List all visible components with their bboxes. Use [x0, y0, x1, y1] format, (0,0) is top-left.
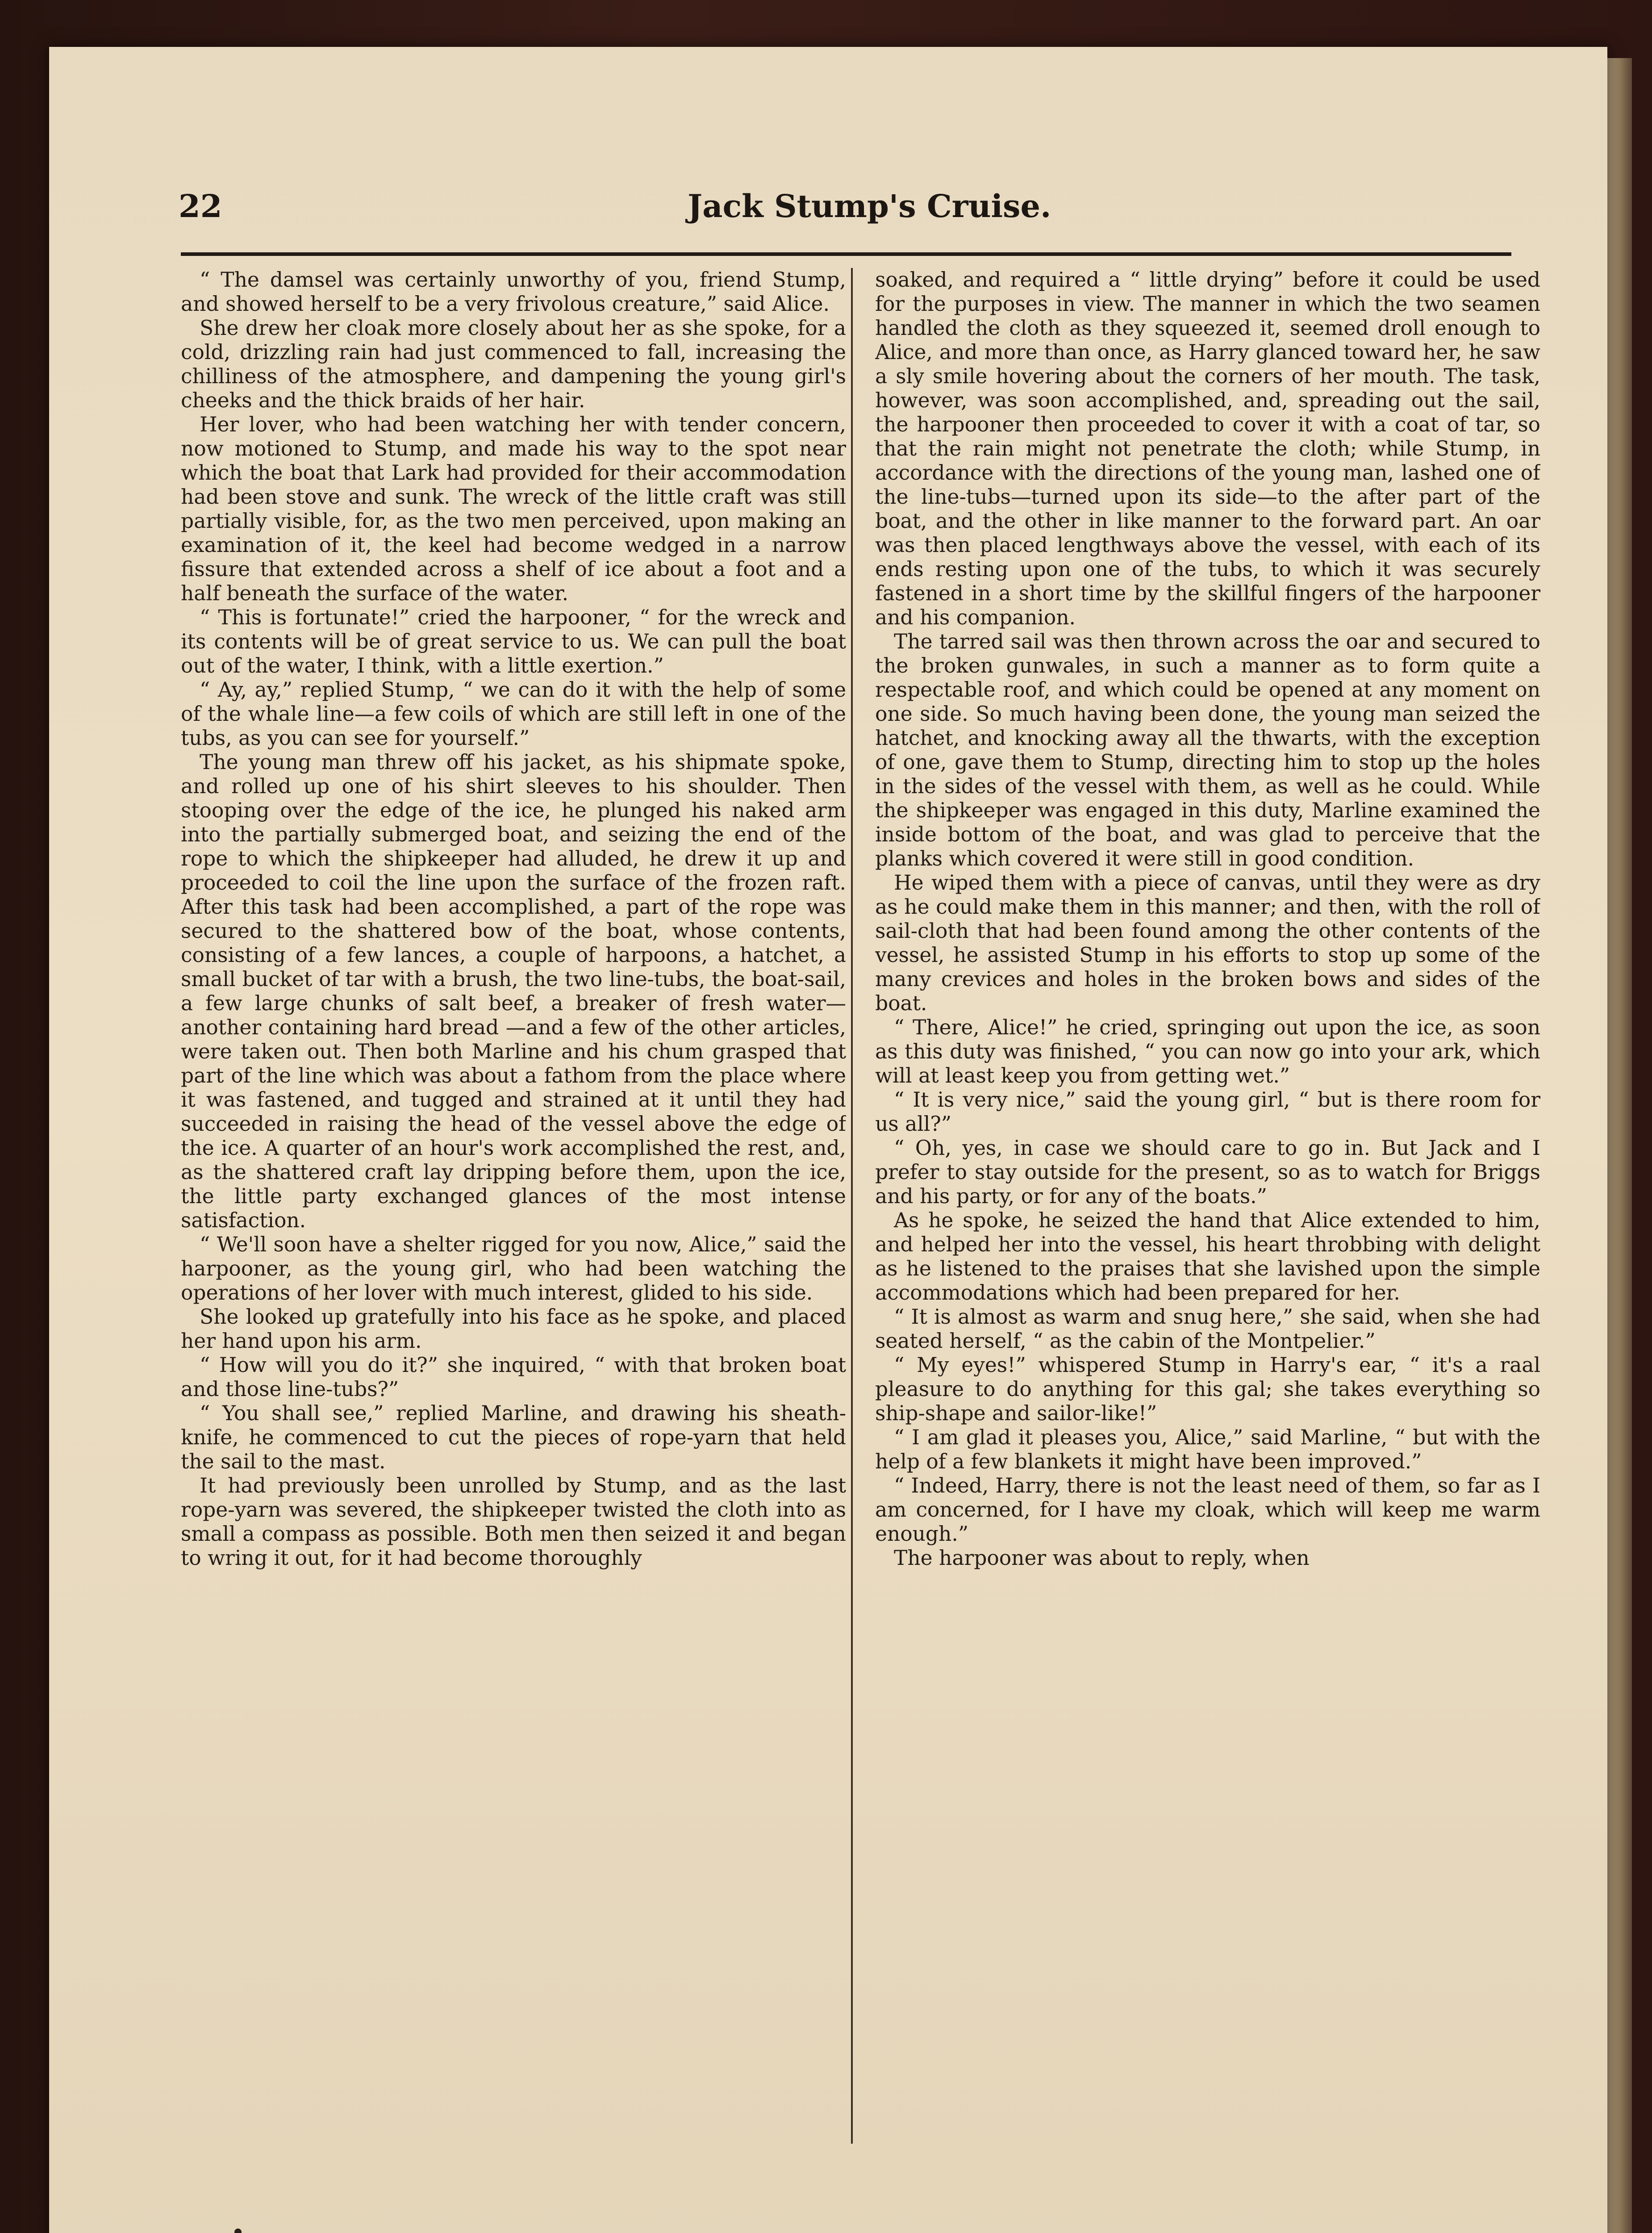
paragraph: “ Oh, yes, in case we should care to go in. But Jack and I prefer to stay outside for the present, so as to watch for Briggs and his party, or for any of the boats.” — [875, 1136, 1540, 1208]
paragraph: “ Ay, ay,” replied Stump, “ we can do it with the help of some of the whale line—a few coils of which are still left in one of the tubs, as you can see for yourself.” — [181, 678, 846, 750]
paragraph: “ We'll soon have a shelter rigged for you now, Alice,” said the harpooner, as the young girl, who had been watching the operations of her lover with much interest, glided to his side. — [181, 1233, 846, 1305]
ink-dot — [234, 2229, 242, 2233]
paragraph: She drew her cloak more closely about her as she spoke, for a cold, drizzling rain had just commenced to fall, increasing the chilliness of the atmosphere, and dampening the young girl's cheeks and the thick braids of her hair. — [181, 316, 846, 412]
paragraph: “ I am glad it pleases you, Alice,” said Marline, “ but with the help of a few blankets it might have been improved.” — [875, 1426, 1540, 1473]
column-divider — [851, 268, 853, 2144]
left-column — [181, 268, 846, 2157]
paragraph: “ How will you do it?” she inquired, “ with that broken boat and those line-tubs?” — [181, 1353, 846, 1401]
paragraph: “ Indeed, Harry, there is not the least need of them, so far as I am concerned, for I have my cloak, which will keep me warm enough.” — [875, 1474, 1540, 1546]
running-title: Jack Stump's Cruise. — [688, 188, 1051, 225]
right-column — [875, 268, 1540, 2157]
paragraph: As he spoke, he seized the hand that Alice extended to him, and helped her into the vessel, his heart throbbing with delight as he listened to the praises that she lavished upon the simple accommodations which had been prepared for her. — [875, 1208, 1540, 1305]
paragraph: The harpooner was about to reply, when — [894, 1546, 1310, 1570]
paragraph: “ This is fortunate!” cried the harpooner, “ for the wreck and its contents will be of great service to us. We can pull the boat out of the water, I think, with a little exertion.” — [181, 606, 846, 677]
page-number: 22 — [179, 188, 222, 225]
paragraph: “ You shall see,” replied Marline, and drawing his sheath-knife, he commenced to cut the pieces of rope-yarn that held the sail to the mast. — [181, 1401, 846, 1473]
header-rule — [181, 252, 1511, 256]
next-page-edge — [1607, 58, 1632, 2233]
paragraph: It had previously been unrolled by Stump, and as the last rope-yarn was severed, the shipkeeper twisted the cloth into as small a compass as possible. Both men then seized it and began to wring it out, for it had become thoroughly — [181, 1474, 846, 1570]
paragraph: She looked up gratefully into his face as he spoke, and placed her hand upon his arm. — [181, 1305, 846, 1353]
paragraph: “ There, Alice!” he cried, springing out upon the ice, as soon as this duty was finished, “ you can now go into your ark, which will at least keep you from getting wet.” — [875, 1016, 1540, 1087]
paragraph: “ My eyes!” whispered Stump in Harry's ear, “ it's a raal pleasure to do anything for this gal; she takes everything so ship-shape and sailor-like!” — [875, 1353, 1540, 1425]
paragraph: “ It is almost as warm and snug here,” she said, when she had seated herself, “ as the cabin of the Montpelier.” — [875, 1305, 1540, 1353]
paragraph: The young man threw off his jacket, as his shipmate spoke, and rolled up one of his shirt sleeves to his shoulder. Then stooping over the edge of the ice, he plunged his naked arm into the partially submerged boat, and seizing the end of the rope to which the shipkeeper had alluded, he drew it up and proceeded to coil the line upon the surface of the frozen raft. After this task had been accomplished, a part of the rope was secured to the shattered bow of the boat, whose contents, consisting of a few lances, a couple of harpoons, a hatchet, a small bucket of tar with a brush, the two line-tubs, the boat-sail, a few large chunks of salt beef, a breaker of fresh water—another containing hard bread —and a few of the other articles, were taken out. Then both Marline and his chum grasped that part of the line which was about a fathom from the place where it was fastened, and tugged and strained at it until they had succeeded in raising the head of the vessel above the edge of the ice. A quarter of an hour's work accomplished the rest, and, as the shattered craft lay dripping before them, upon the ice, the little party exchanged glances of the most intense satisfaction. — [181, 750, 846, 1232]
paragraph: Her lover, who had been watching her with tender concern, now motioned to Stump, and made his way to the spot near which the boat that Lark had provided for their accommodation had been stove and sunk. The wreck of the little craft was still partially visible, for, as the two men perceived, upon making an examination of it, the keel had become wedged in a narrow fissure that extended across a shelf of ice about a foot and a half beneath the surface of the water. — [181, 413, 846, 605]
paragraph: soaked, and required a “ little drying” before it could be used for the purposes in view. The manner in which the two seamen handled the cloth as they squeezed it, seemed droll enough to Alice, and more than once, as Harry glanced toward her, he saw a sly smile hovering about the corners of her mouth. The task, however, was soon accomplished, and, spreading out the sail, the harpooner then proceeded to cover it with a coat of tar, so that the rain might not penetrate the cloth; while Stump, in accordance with the directions of the young man, lashed one of the line-tubs—turned upon its side—to the after part of the boat, and the other in like manner to the forward part. An oar was then placed lengthways above the vessel, with each of its ends resting upon one of the tubs, to which it was securely fastened in a short time by the skillful fingers of the harpooner and his companion. — [875, 268, 1540, 629]
paragraph: He wiped them with a piece of canvas, until they were as dry as he could make them in this manner; and then, with the roll of sail-cloth that had been found among the other contents of the vessel, he assisted Stump in his efforts to stop up some of the many crevices and holes in the broken bows and sides of the boat. — [875, 871, 1540, 1015]
paragraph: “ The damsel was certainly unworthy of you, friend Stump, and showed herself to be a very frivolous creature,” said Alice. — [181, 268, 846, 316]
paragraph: “ It is very nice,” said the young girl, “ but is there room for us all?” — [875, 1088, 1540, 1136]
paragraph: The tarred sail was then thrown across the oar and secured to the broken gunwales, in such a manner as to form quite a respectable roof, and which could be opened at any moment on one side. So much having been done, the young man seized the hatchet, and knocking away all the thwarts, with the exception of one, gave them to Stump, directing him to stop up the holes in the sides of the vessel with them, as well as he could. While the shipkeeper was engaged in this duty, Marline examined the inside bottom of the boat, and was glad to perceive that the planks which covered it were still in good condition. — [875, 630, 1540, 870]
